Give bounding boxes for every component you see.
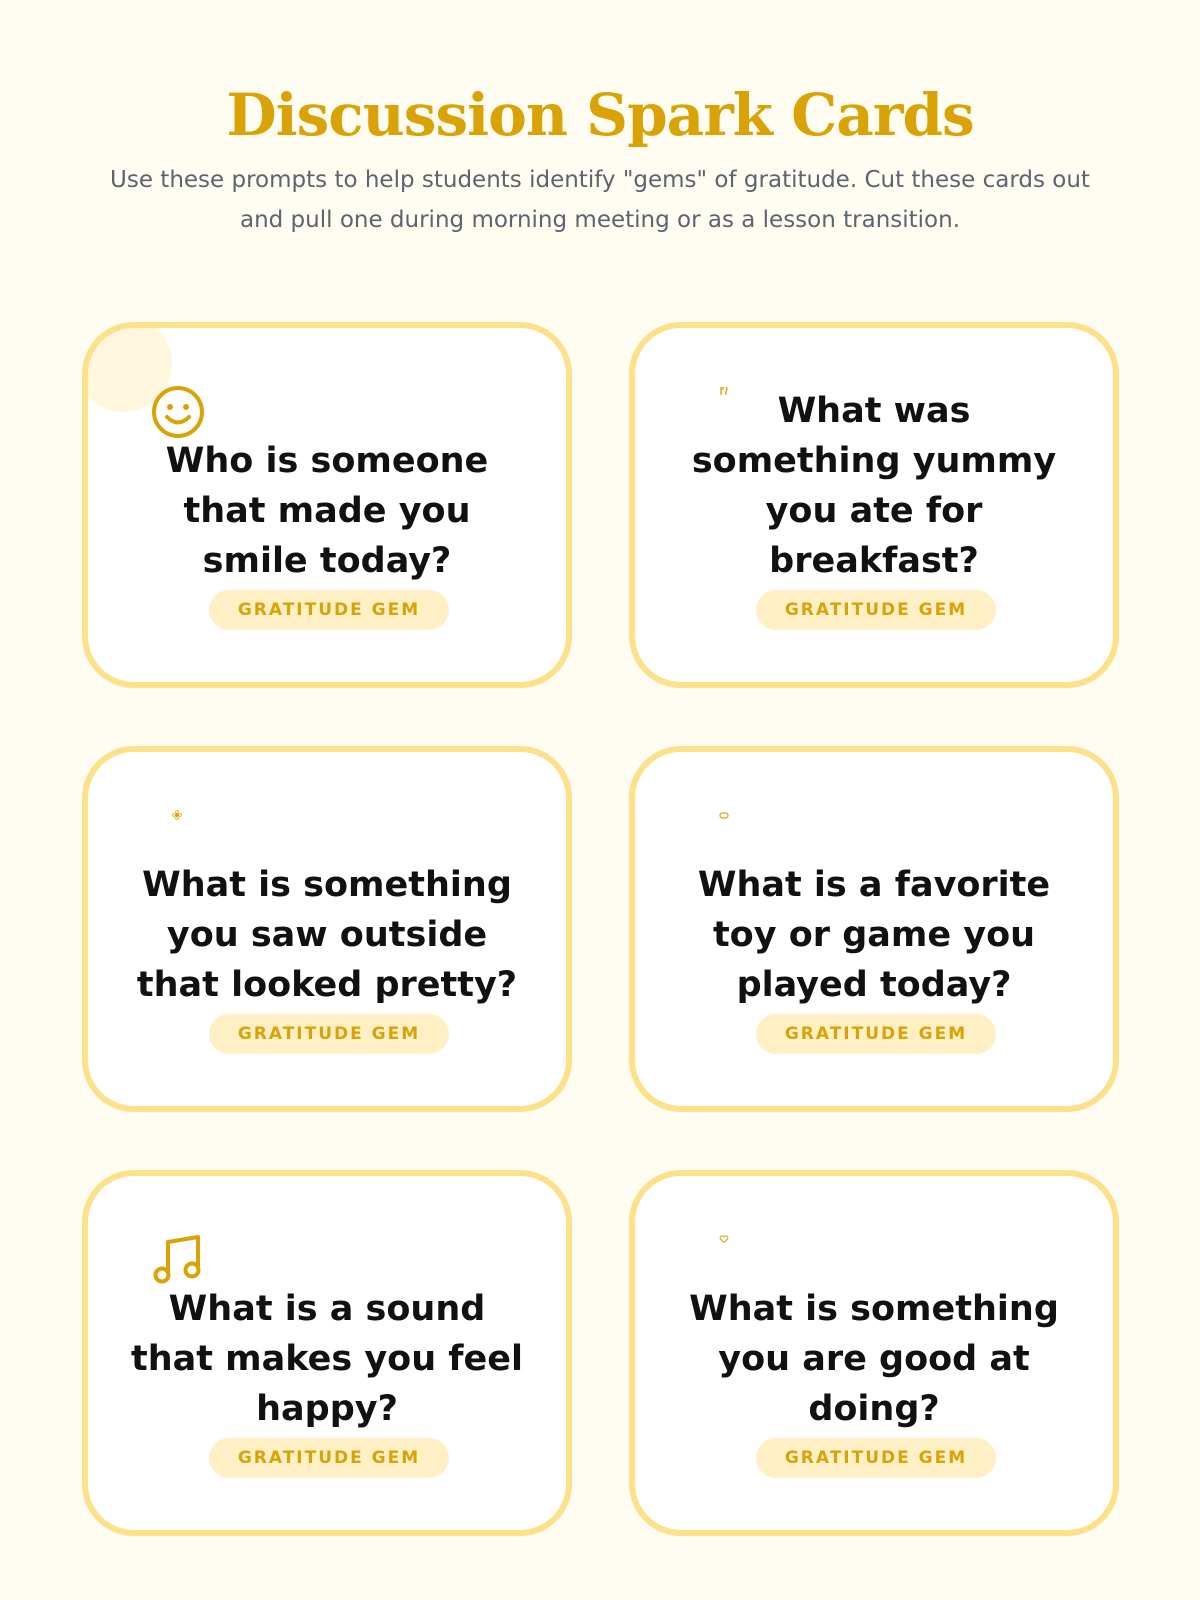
- spark-card: [82, 322, 572, 688]
- spark-card: [82, 1170, 572, 1536]
- heart-icon: [719, 1234, 729, 1244]
- gratitude-gem-badge: GRATITUDE GEM: [209, 590, 449, 630]
- card-question: What is a sound that makes you feel happy?: [130, 1289, 524, 1429]
- page-title: Discussion Spark Cards: [226, 81, 974, 149]
- spark-card: [82, 746, 572, 1112]
- card-question: Who is someone that made you smile today?: [165, 441, 489, 581]
- page-subtitle: Use these prompts to help students identify "gems" of gratitude. Cut these cards out and pull one during morning meeting or as a lesson transition.: [110, 167, 1090, 233]
- card-question: What is something you are good at doing?: [689, 1289, 1059, 1429]
- spark-card: [629, 1170, 1119, 1536]
- spark-card: [629, 746, 1119, 1112]
- gratitude-gem-badge: GRATITUDE GEM: [756, 590, 996, 630]
- gratitude-gem-badge: GRATITUDE GEM: [209, 1438, 449, 1478]
- flower-icon: [172, 810, 182, 820]
- card-question: What was something yummy you ate for breakfast?: [691, 391, 1057, 581]
- smile-icon: [146, 380, 210, 444]
- gamepad-icon: [719, 810, 729, 820]
- card-question: What is a favorite toy or game you played today?: [697, 865, 1051, 1005]
- spark-card: [629, 322, 1119, 688]
- gratitude-gem-badge: GRATITUDE GEM: [756, 1014, 996, 1054]
- gratitude-gem-badge: GRATITUDE GEM: [756, 1438, 996, 1478]
- gratitude-gem-badge: GRATITUDE GEM: [209, 1014, 449, 1054]
- card-question: What is something you saw outside that looked pretty?: [136, 865, 518, 1005]
- music-note-icon: [146, 1228, 210, 1292]
